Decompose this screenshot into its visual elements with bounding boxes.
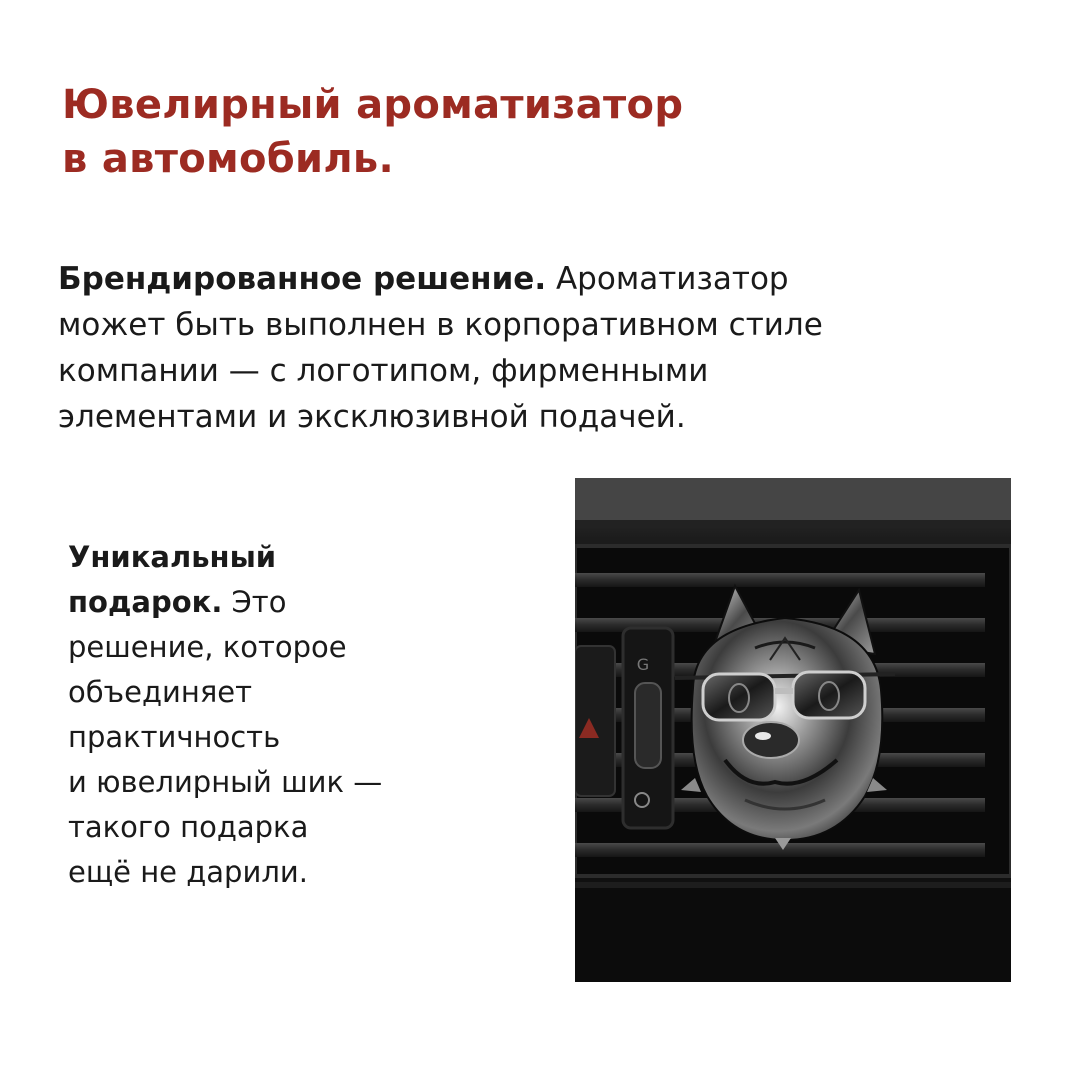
branded-line-3: компании — с логотипом, фирменными — [58, 353, 709, 389]
unique-line-5: практичность — [68, 720, 281, 754]
title-line-1: Ювелирный ароматизатор — [62, 82, 684, 128]
unique-gift-paragraph — [68, 535, 548, 895]
unique-heading-2: подарок. — [68, 585, 223, 619]
unique-line-1 — [68, 535, 548, 580]
unique-line-2-text: Это — [222, 585, 287, 619]
unique-line-7: такого подарка — [68, 810, 309, 844]
page-title — [62, 78, 962, 186]
branded-line-2: может быть выполнен в корпоративном стиле — [58, 307, 823, 343]
svg-text:G: G — [636, 655, 650, 674]
car-vent-illustration — [575, 478, 1011, 982]
unique-line-6: и ювелирный шик — — [68, 765, 383, 799]
bulldog-freshener-photo — [575, 478, 1011, 982]
branded-line-4: элементами и эксклюзивной подачей. — [58, 399, 686, 435]
unique-heading-1: Уникальный — [68, 540, 277, 574]
branded-heading: Брендированное решение. — [58, 261, 547, 297]
branded-solution-paragraph — [58, 256, 1038, 440]
unique-line-2 — [68, 580, 548, 625]
unique-line-4: объединяет — [68, 675, 252, 709]
unique-line-3: решение, которое — [68, 630, 347, 664]
branded-line-1 — [58, 256, 1038, 302]
unique-line-8: ещё не дарили. — [68, 855, 308, 889]
branded-line-1-text: Ароматизатор — [546, 261, 789, 297]
title-line-2: в автомобиль. — [62, 136, 395, 182]
